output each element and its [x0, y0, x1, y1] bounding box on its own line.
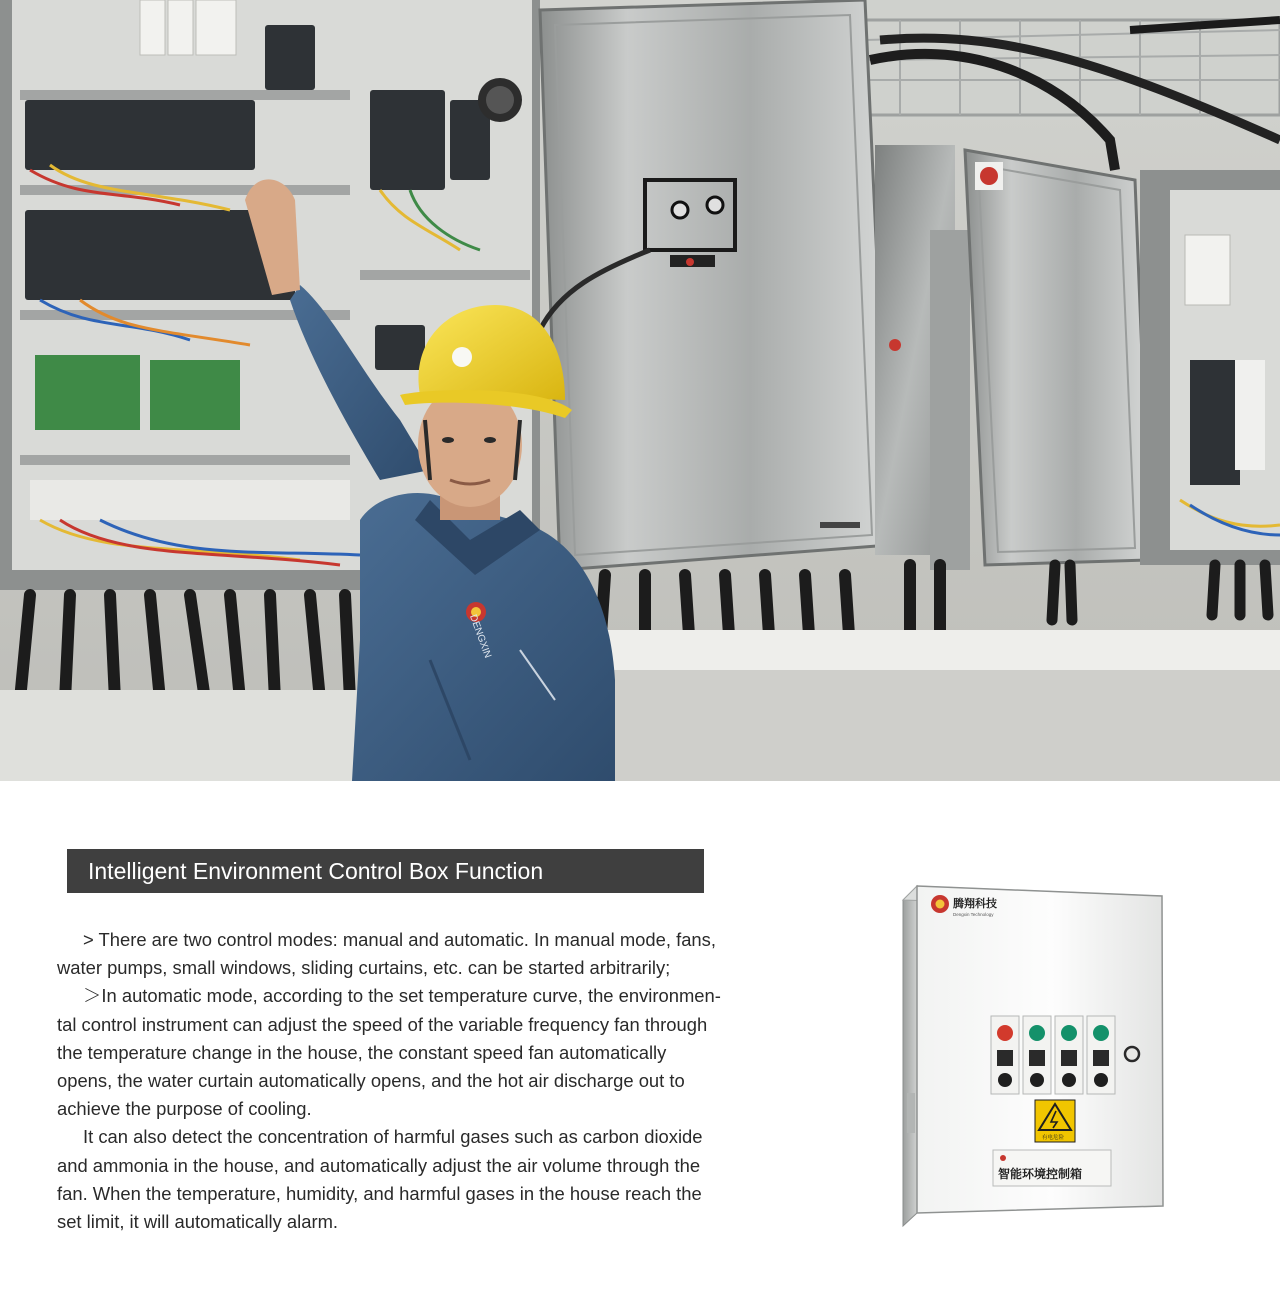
selector-knob-icon — [998, 1073, 1012, 1087]
open-cabinet-right — [1140, 170, 1280, 565]
text-line: ＞In automatic mode, according to the set temperature curve, the environmen- — [83, 985, 721, 1007]
nameplate-text: 智能环境控制箱 — [998, 1167, 1083, 1181]
jacket-logo-text: DENGXIN — [467, 613, 493, 660]
text-line: > There are two control modes: manual and automatic. In manual mode, fans, — [83, 929, 716, 950]
start-button-icon — [1061, 1025, 1077, 1041]
selector-knob-icon — [1030, 1073, 1044, 1087]
start-button-icon — [1029, 1025, 1045, 1041]
control-box-image — [895, 878, 1175, 1228]
paragraph-gas-detection — [57, 1123, 817, 1236]
text-line: fan. When the temperature, humidity, and harmful gases in the house reach the — [57, 1182, 702, 1204]
text-line: and ammonia in the house, and automatically adjust the air volume through the — [57, 1154, 701, 1176]
selector-knob-icon — [1062, 1073, 1076, 1087]
brand-subtext: Dengxin Technology — [953, 912, 994, 917]
text-line: It can also detect the concentration of harmful gases such as carbon dioxide — [83, 1126, 703, 1148]
text-line: opens, the water curtain automatically opens, and the hot air discharge out to — [57, 1070, 685, 1092]
text-line: tal control instrument can adjust the speed of the variable frequency fan through — [57, 1013, 708, 1035]
stop-button-icon — [997, 1025, 1013, 1041]
cabinet-door-right — [965, 150, 1150, 565]
selector-knob-icon — [1094, 1073, 1108, 1087]
warning-label: 有电危险 — [1042, 1135, 1065, 1141]
cabinet-door-center — [540, 0, 890, 570]
paragraph-automatic-mode — [57, 982, 817, 1123]
text-line: set limit, it will automatically alarm. — [57, 1211, 339, 1233]
function-description — [57, 926, 817, 1236]
door-lock-icon — [1125, 1047, 1139, 1061]
text-line: achieve the purpose of cooling. — [57, 1098, 312, 1120]
section-heading: Intelligent Environment Control Box Function — [67, 849, 704, 893]
text-line: water pumps, small windows, sliding curtains, etc. can be started arbitrarily; — [57, 957, 671, 979]
brand-text: 腾翔科技 — [953, 897, 997, 910]
start-button-icon — [1093, 1025, 1109, 1041]
text-line: the temperature change in the house, the constant speed fan automatically — [57, 1041, 667, 1063]
paragraph-control-modes — [57, 926, 817, 982]
